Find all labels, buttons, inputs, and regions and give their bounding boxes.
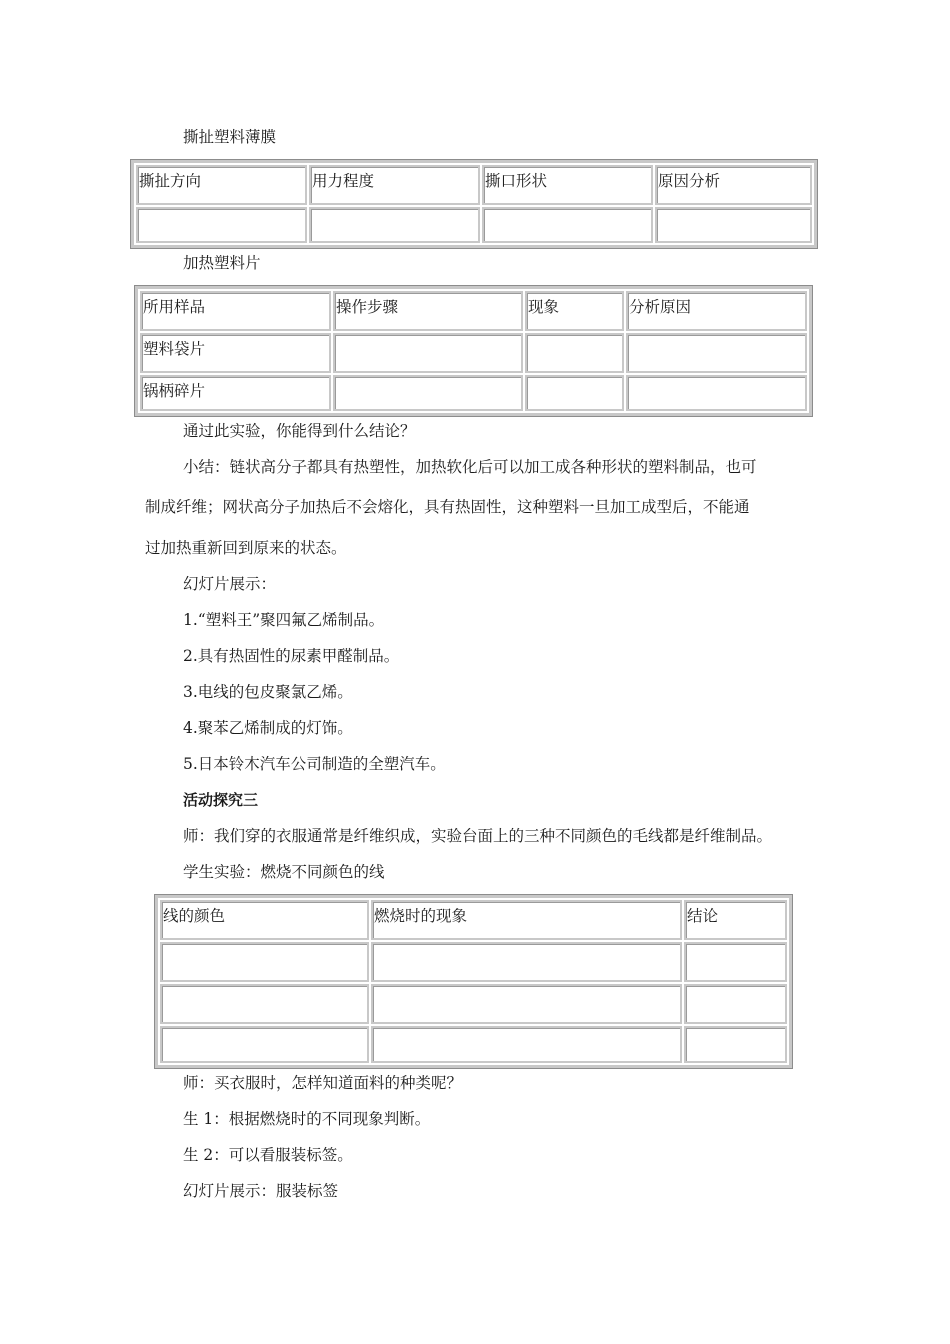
table-cell — [525, 333, 624, 373]
table-header-cell: 结论 — [684, 900, 787, 940]
table-cell — [136, 207, 307, 243]
table-cell — [160, 984, 369, 1024]
table-header-cell: 分析原因 — [626, 291, 807, 331]
table-header-cell: 所用样品 — [140, 291, 331, 331]
table-header-cell: 现象 — [525, 291, 624, 331]
table-header-cell: 撕口形状 — [482, 165, 653, 205]
table-cell — [333, 333, 523, 373]
table-cell — [482, 207, 653, 243]
thread-burning-table — [155, 895, 792, 1068]
table-cell — [684, 984, 787, 1024]
table-header-cell: 操作步骤 — [333, 291, 523, 331]
student-answer-1: 生 1：根据燃烧时的不同现象判断。 — [183, 1110, 431, 1128]
slide-item-5: 5.日本铃木汽车公司制造的全塑汽车。 — [183, 755, 446, 773]
slide-item-3: 3.电线的包皮聚氯乙烯。 — [183, 683, 353, 701]
slides-intro: 幻灯片展示： — [183, 575, 277, 593]
student-experiment-line: 学生实验：燃烧不同颜色的线 — [183, 863, 385, 881]
table-cell — [626, 375, 807, 411]
table-header-cell: 线的颜色 — [160, 900, 369, 940]
summary-line-3: 过加热重新回到原来的状态。 — [145, 539, 347, 557]
table-cell: 塑料袋片 — [140, 333, 331, 373]
table-cell — [160, 942, 369, 982]
table-cell: 锅柄碎片 — [140, 375, 331, 411]
table-header-cell: 用力程度 — [309, 165, 480, 205]
table-cell — [684, 942, 787, 982]
table-header-cell: 撕扯方向 — [136, 165, 307, 205]
slides-label: 幻灯片展示：服装标签 — [183, 1182, 339, 1200]
summary-line-1: 小结：链状高分子都具有热塑性，加热软化后可以加工成各种形状的塑料制品，也可 — [183, 458, 757, 476]
table-header-cell: 原因分析 — [655, 165, 812, 205]
table-cell — [371, 942, 682, 982]
question-text: 通过此实验，你能得到什么结论？ — [183, 422, 416, 440]
section-heading-tear: 撕扯塑料薄膜 — [183, 128, 277, 146]
table-cell — [371, 1026, 682, 1063]
slide-item-4: 4.聚苯乙烯制成的灯饰。 — [183, 719, 353, 737]
slide-item-2: 2.具有热固性的尿素甲醛制品。 — [183, 647, 400, 665]
activity-heading: 活动探究三 — [183, 791, 259, 809]
student-answer-2: 生 2：可以看服装标签。 — [183, 1146, 353, 1164]
table-cell — [655, 207, 812, 243]
tear-experiment-table — [131, 160, 817, 248]
table-cell — [525, 375, 624, 411]
table-cell — [371, 984, 682, 1024]
table-cell — [626, 333, 807, 373]
table-cell — [309, 207, 480, 243]
teacher-line-1: 师：我们穿的衣服通常是纤维织成，实验台面上的三种不同颜色的毛线都是纤维制品。 — [183, 827, 773, 845]
slide-item-1: 1.“塑料王”聚四氟乙烯制品。 — [183, 611, 385, 629]
section-heading-heat: 加热塑料片 — [183, 254, 261, 272]
table-cell — [160, 1026, 369, 1063]
heat-experiment-table — [135, 286, 812, 416]
teacher-line-2: 师：买衣服时，怎样知道面料的种类呢？ — [183, 1074, 463, 1092]
table-cell — [333, 375, 523, 411]
summary-line-2: 制成纤维；网状高分子加热后不会熔化，具有热固性，这种塑料一旦加工成型后，不能通 — [145, 498, 750, 516]
table-header-cell: 燃烧时的现象 — [371, 900, 682, 940]
table-cell — [684, 1026, 787, 1063]
